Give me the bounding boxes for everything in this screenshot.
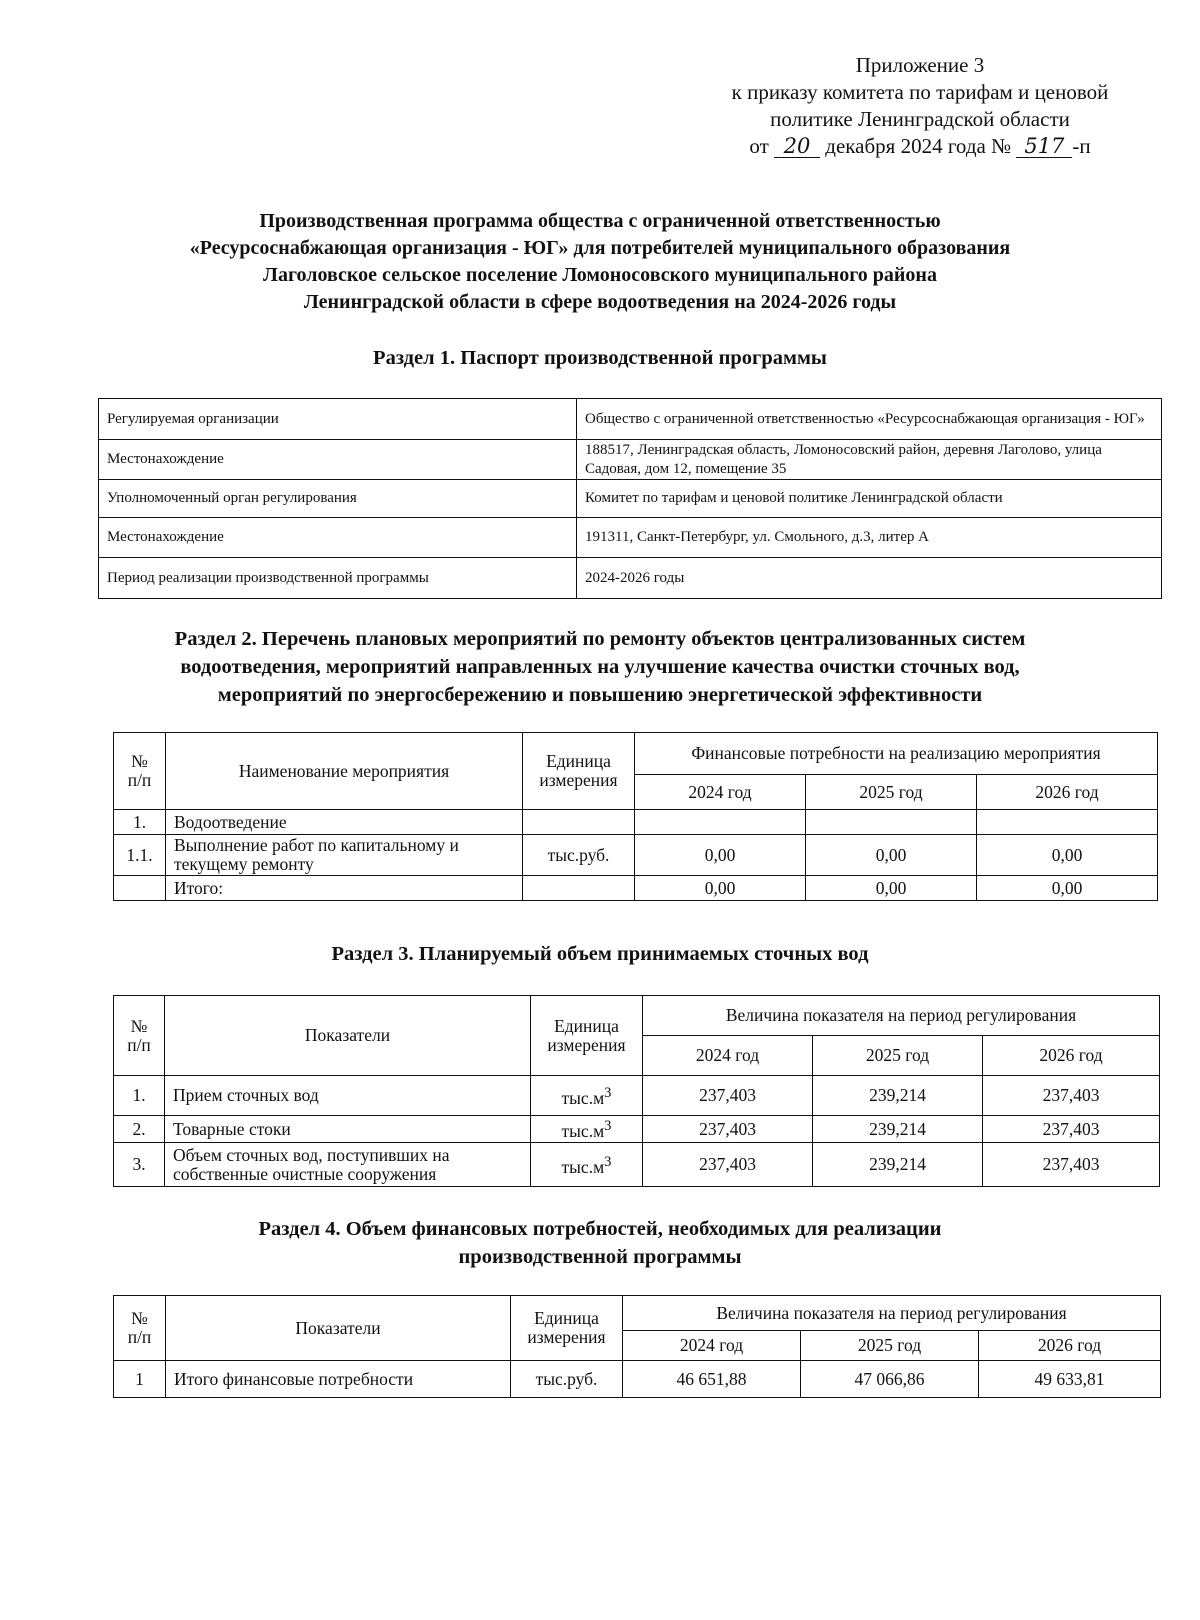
table-row [99,518,1162,558]
header-finance: Финансовые потребности на реализацию мероприятия [635,733,1158,775]
table-row [114,810,1158,835]
row-name: Прием сточных вод [165,1076,531,1116]
unit-superscript: 3 [604,1153,612,1170]
row-name: Объем сточных вод, поступивших на собственные очистные сооружения [165,1143,531,1187]
header-year-2025: 2025 год [801,1331,979,1361]
row-name: Товарные стоки [165,1116,531,1143]
row-value-2026: 49 633,81 [979,1361,1161,1398]
row-unit [531,1076,643,1116]
row-unit [531,1116,643,1143]
section-4-title [100,1215,1100,1271]
header-row [114,996,1160,1036]
header-num: № п/п [114,996,165,1076]
row-num: 2. [114,1116,165,1143]
header-unit: Единица измерения [523,733,635,810]
row-value-2025: 239,214 [813,1076,983,1116]
header-year-2024: 2024 год [643,1036,813,1076]
table-row [114,835,1158,876]
section-2-title-line-1: Раздел 2. Перечень плановых мероприятий по ремонту объектов централизованных систем [174,628,1026,650]
unit-base: тыс.м [561,1156,605,1177]
passport-value: 2024-2026 годы [577,558,1162,599]
appendix-line-2: к приказу комитета по тарифам и ценовой [731,80,1109,104]
row-value-2024 [635,810,806,835]
row-num: 1.1. [114,835,166,876]
table-row [99,399,1162,440]
row-num: 1. [114,810,166,835]
row-unit [523,810,635,835]
passport-label: Местонахождение [99,518,577,558]
row-unit: тыс.руб. [523,835,635,876]
row-value-2025: 239,214 [813,1116,983,1143]
appendix-line-3: политике Ленинградской области [770,107,1070,131]
row-value-2024: 237,403 [643,1143,813,1187]
title-line-4: Ленинградской области в сфере водоотведения на 2024-2026 годы [303,291,897,313]
row-num: 3. [114,1143,165,1187]
financial-needs-table [113,1295,1161,1398]
row-name: Итого финансовые потребности [166,1361,511,1398]
row-value-2026: 237,403 [983,1116,1160,1143]
row-unit [531,1143,643,1187]
section-2-title [100,625,1100,709]
passport-table [98,398,1162,599]
table-row [99,480,1162,518]
wastewater-volume-table [113,995,1160,1187]
appendix-date-line [690,133,1150,160]
row-num [114,876,166,901]
document-title [100,208,1100,316]
appendix-header [690,52,1150,160]
header-name: Показатели [165,996,531,1076]
passport-value: Общество с ограниченной ответственностью «Ресурсоснабжающая организация - ЮГ» [577,399,1162,440]
header-num: № п/п [114,1296,166,1361]
header-year-2024: 2024 год [623,1331,801,1361]
row-num: 1. [114,1076,165,1116]
header-name: Показатели [166,1296,511,1361]
title-line-2: «Ресурсоснабжающая организация - ЮГ» для потребителей муниципального образования [189,237,1011,259]
header-row [114,1296,1161,1331]
table-row [114,1116,1160,1143]
row-value-2025: 239,214 [813,1143,983,1187]
row-value-2024: 237,403 [643,1116,813,1143]
header-year-2026: 2026 год [977,775,1158,810]
passport-label: Уполномоченный орган регулирования [99,480,577,518]
row-unit: тыс.руб. [511,1361,623,1398]
date-prefix: от [749,134,769,158]
header-value: Величина показателя на период регулирования [623,1296,1161,1331]
header-year-2026: 2026 год [983,1036,1160,1076]
row-value-2025 [806,810,977,835]
row-name: Выполнение работ по капитальному и текущему ремонту [166,835,523,876]
row-value-2025: 47 066,86 [801,1361,979,1398]
handwritten-order-number: 517 [1016,135,1072,158]
table-row [114,1361,1161,1398]
header-unit: Единица измерения [511,1296,623,1361]
header-unit: Единица измерения [531,996,643,1076]
table-row [99,558,1162,599]
row-value-2026: 237,403 [983,1076,1160,1116]
measures-table [113,732,1158,901]
table-row [114,876,1158,901]
row-value-2024: 0,00 [635,876,806,901]
table-row [114,1143,1160,1187]
passport-label: Регулируемая организации [99,399,577,440]
title-line-1: Производственная программа общества с ограниченной ответственностью [259,210,941,232]
header-row [114,733,1158,775]
passport-value: 188517, Ленинградская область, Ломоносовский район, деревня Лаголово, улица Садовая, дом 12, помещение 35 [577,440,1162,480]
row-value-2026: 237,403 [983,1143,1160,1187]
table-row [114,1076,1160,1116]
row-value-2026: 0,00 [977,835,1158,876]
unit-superscript: 3 [604,1118,612,1135]
header-name: Наименование мероприятия [166,733,523,810]
passport-label: Период реализации производственной программы [99,558,577,599]
header-year-2026: 2026 год [979,1331,1161,1361]
unit-base: тыс.м [561,1087,605,1108]
header-num: № п/п [114,733,166,810]
row-num: 1 [114,1361,166,1398]
number-suffix: -п [1072,134,1091,158]
row-unit [523,876,635,901]
passport-value: 191311, Санкт-Петербург, ул. Смольного, д.3, литер А [577,518,1162,558]
row-value-2024: 0,00 [635,835,806,876]
section-3-title: Раздел 3. Планируемый объем принимаемых сточных вод [331,943,869,965]
title-line-3: Лаголовское сельское поселение Ломоносовского муниципального района [263,264,937,286]
section-2-title-line-3: мероприятий по энергосбережению и повышению энергетической эффективности [217,684,983,706]
header-year-2024: 2024 год [635,775,806,810]
row-name: Итого: [166,876,523,901]
header-year-2025: 2025 год [806,775,977,810]
header-year-2025: 2025 год [813,1036,983,1076]
section-4-title-line-2: производственной программы [458,1246,742,1268]
unit-base: тыс.м [561,1120,605,1141]
row-value-2024: 237,403 [643,1076,813,1116]
handwritten-day: 20 [774,135,820,158]
row-value-2025: 0,00 [806,835,977,876]
header-value: Величина показателя на период регулирования [643,996,1160,1036]
section-1-title: Раздел 1. Паспорт производственной программы [373,347,827,369]
row-value-2026 [977,810,1158,835]
appendix-line-1: Приложение 3 [855,53,985,77]
row-name: Водоотведение [166,810,523,835]
unit-superscript: 3 [604,1084,612,1101]
row-value-2026: 0,00 [977,876,1158,901]
row-value-2024: 46 651,88 [623,1361,801,1398]
passport-label: Местонахождение [99,440,577,480]
table-row [99,440,1162,480]
date-middle: декабря 2024 года № [825,134,1012,158]
section-4-title-line-1: Раздел 4. Объем финансовых потребностей, необходимых для реализации [258,1218,942,1240]
row-value-2025: 0,00 [806,876,977,901]
section-2-title-line-2: водоотведения, мероприятий направленных на улучшение качества очистки сточных вод, [180,656,1020,678]
passport-value: Комитет по тарифам и ценовой политике Ленинградской области [577,480,1162,518]
